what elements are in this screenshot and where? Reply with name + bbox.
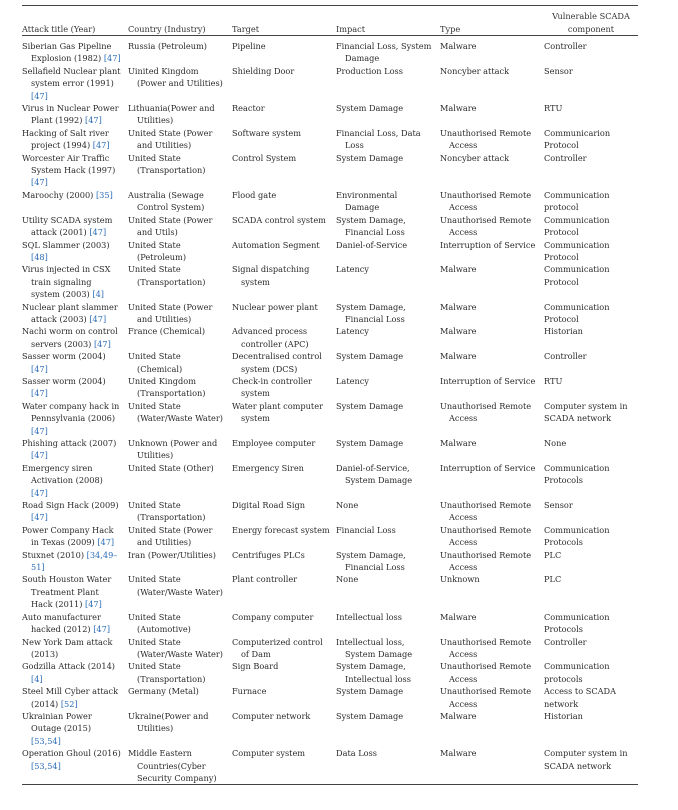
cell-type: Unauthorised Remote Access	[440, 549, 532, 573]
citation-link[interactable]: [47]	[85, 599, 102, 610]
cell-target: Advanced process controller (APC)	[232, 326, 309, 349]
citation-link[interactable]: [47]	[89, 227, 107, 238]
citation-link[interactable]: [47]	[85, 115, 102, 126]
citation-link[interactable]: [53,54]	[31, 735, 61, 746]
cell-type: Malware	[440, 748, 477, 759]
table-row	[22, 549, 638, 574]
cell-component: Computer system in SCADA network	[544, 748, 628, 771]
cell-type: Malware	[440, 41, 477, 51]
attack-title-text: Sasser worm (2004)	[22, 375, 106, 386]
cell-impact: Latency	[336, 375, 369, 386]
attack-title-text: Auto manufacturer hacked (2012)	[22, 611, 101, 635]
cell-type: Unauthorised Remote Access	[440, 686, 532, 709]
table-row	[22, 375, 638, 400]
cell-country: United State (Power and Utilities)	[128, 127, 213, 151]
header-target: Target	[232, 23, 259, 34]
attack-title-text: Siberian Gas Pipeline Explosion (1982)	[22, 41, 112, 64]
attack-title-text: New York Dam attack (2013)	[22, 636, 113, 659]
cell-impact: System Damage	[336, 351, 404, 362]
cell-target: Water plant computer system	[232, 400, 323, 424]
cell-attack-title	[22, 325, 128, 350]
table-row	[22, 660, 638, 685]
cell-attack-title	[22, 660, 128, 685]
cell-attack-title	[22, 375, 128, 400]
table-row	[22, 524, 638, 549]
cell-type: Unauthorised Remote Access	[440, 400, 532, 424]
cell-component: Controller	[544, 152, 587, 163]
header-impact: Impact	[336, 23, 365, 34]
cell-impact: Daniel-of-Service, System Damage	[336, 462, 413, 486]
citation-link[interactable]: [4]	[92, 289, 104, 300]
cell-type: Malware	[440, 351, 477, 362]
cell-country: United State (Power and Utilities)	[128, 301, 213, 324]
cell-type: Unknown	[440, 574, 480, 585]
cell-attack-title	[22, 102, 128, 127]
cell-attack-title	[22, 189, 128, 201]
table-row	[22, 573, 638, 610]
cell-target: Control System	[232, 152, 297, 163]
attack-title-text: Virus injected in CSX train signaling system (2003)	[22, 264, 111, 300]
cell-country: Russia (Petroleum)	[128, 41, 207, 51]
cell-country: United State (Other)	[128, 462, 214, 473]
citation-link[interactable]: [47]	[31, 177, 48, 188]
cell-attack-title	[22, 499, 128, 524]
cell-component: PLC	[544, 549, 562, 560]
cell-attack-title	[22, 400, 128, 437]
cell-country: United State (Water/Waste Water)	[128, 636, 223, 659]
cell-impact: Daniel-of-Service	[336, 239, 408, 250]
bottom-rule	[22, 784, 638, 785]
cell-country: United Kingdom (Transportation)	[128, 375, 206, 399]
attack-title-text: Water company hack in Pennsylvania (2006)	[22, 400, 120, 424]
table-row	[22, 710, 638, 747]
cell-component: RTU	[544, 103, 563, 114]
attack-title-text: Godzilla Attack (2014)	[22, 661, 115, 672]
cell-country: United State (Water/Waste Water)	[128, 574, 223, 597]
cell-attack-title	[22, 65, 128, 102]
cell-attack-title	[22, 747, 128, 772]
cell-country: United State (Transportation)	[128, 661, 206, 684]
citation-link[interactable]: [47]	[31, 512, 48, 523]
citation-link[interactable]: [48]	[31, 251, 48, 262]
attack-title-text: Stuxnet (2010)	[22, 549, 85, 560]
cell-component: Controller	[544, 41, 587, 51]
cell-target: Digital Road Sign	[232, 500, 305, 511]
cell-country: Lithuania(Power and Utilities)	[128, 103, 215, 126]
cell-target: Plant controller	[232, 574, 298, 585]
cell-impact: System Damage	[336, 400, 404, 411]
table-row	[22, 437, 638, 462]
cell-component: Sensor	[544, 65, 573, 76]
table-row	[22, 189, 638, 214]
cell-target: Reactor	[232, 103, 265, 114]
cell-attack-title	[22, 127, 128, 152]
cell-type: Interruption of Service	[440, 462, 536, 473]
cell-impact: System Damage, Financial Loss	[336, 214, 406, 238]
cell-target: Flood gate	[232, 189, 277, 200]
attack-title-text: Power Company Hack in Texas (2009)	[22, 524, 114, 548]
citation-link[interactable]: [52]	[60, 698, 78, 709]
cell-target: Employee computer	[232, 438, 316, 448]
citation-link[interactable]: [47]	[31, 388, 48, 399]
cell-impact: Financial Loss	[336, 524, 396, 535]
cell-type: Malware	[440, 611, 477, 622]
cell-impact: Latency	[336, 264, 369, 275]
header-country: Country (Industry)	[128, 23, 206, 34]
cell-type: Malware	[440, 264, 477, 275]
table-row	[22, 152, 638, 189]
cell-attack-title	[22, 437, 128, 462]
cell-impact: Intellectual loss	[336, 611, 402, 622]
cell-attack-title	[22, 263, 128, 300]
table-row	[22, 40, 638, 65]
cell-attack-title	[22, 301, 128, 326]
table-row	[22, 350, 638, 375]
cell-component: Communication Protocol	[544, 239, 610, 262]
cell-component: Controller	[544, 351, 587, 362]
cell-component: Communication Protocols	[544, 524, 610, 548]
table-row	[22, 214, 638, 239]
cell-target: Check-in controller system	[232, 375, 312, 399]
cell-country: Iran (Power/Utilities)	[128, 549, 216, 560]
attack-title-text: Utility SCADA system attack (2001)	[22, 214, 113, 238]
citation-link[interactable]: [47]	[103, 53, 121, 64]
attack-title-text: Worcester Air Traffic System Hack (1997)	[22, 152, 116, 176]
cell-target: Software system	[232, 127, 302, 138]
cell-attack-title	[22, 350, 128, 375]
cell-component: Communication Protocol	[544, 214, 610, 238]
cell-country: Germany (Metal)	[128, 686, 199, 697]
cell-target: Energy forecast system	[232, 524, 330, 535]
header-component: Vulnerable SCADA component	[552, 11, 630, 34]
cell-impact: System Damage	[336, 152, 404, 163]
citation-link[interactable]: [47]	[97, 537, 115, 548]
cell-attack-title	[22, 611, 128, 636]
citation-link[interactable]: [47]	[93, 338, 111, 349]
cell-country: United State (Power and Utils)	[128, 214, 213, 238]
citation-link[interactable]: [47]	[31, 90, 48, 101]
citation-link[interactable]: [47]	[89, 313, 107, 324]
header-attack-title: Attack title (Year)	[22, 23, 96, 34]
scada-attacks-table	[22, 5, 638, 785]
cell-type: Unauthorised Remote Access	[440, 214, 532, 238]
table-row	[22, 325, 638, 350]
attack-title-text: Ukrainian Power Outage (2015)	[22, 710, 92, 734]
cell-impact: System Damage, Intellectual loss	[336, 661, 411, 684]
citation-link[interactable]: [53,54]	[31, 760, 61, 771]
cell-target: Centrifuges PLCs	[232, 549, 305, 560]
attack-title-text: Emergency siren Activation (2008)	[22, 462, 103, 486]
cell-target: Computerized control of Dam	[232, 636, 323, 659]
table-header	[22, 6, 638, 35]
cell-attack-title	[22, 239, 128, 264]
cell-attack-title	[22, 573, 128, 610]
cell-target: Signal dispatching system	[232, 264, 310, 287]
cell-component: Historian	[544, 710, 583, 721]
cell-attack-title	[22, 40, 128, 65]
cell-attack-title	[22, 636, 128, 661]
citation-link[interactable]: [35]	[95, 189, 113, 200]
cell-attack-title	[22, 549, 128, 574]
table-row	[22, 636, 638, 661]
citation-link[interactable]: [47]	[31, 487, 48, 498]
cell-type: Unauthorised Remote Access	[440, 127, 532, 151]
cell-impact: Intellectual loss, System Damage	[336, 636, 413, 659]
cell-type: Unauthorised Remote Access	[440, 661, 532, 684]
cell-country: Uinited Kingdom (Power and Utilities)	[128, 65, 223, 89]
attack-title-text: Road Sign Hack (2009)	[22, 500, 119, 511]
cell-target: Computer system	[232, 748, 306, 759]
table-row	[22, 127, 638, 152]
cell-country: United State (Power and Utilities)	[128, 524, 213, 548]
cell-country: United State (Petroleum)	[128, 239, 187, 262]
citation-link[interactable]: [47]	[31, 363, 48, 374]
cell-impact: Data Loss	[336, 748, 377, 759]
table-row	[22, 263, 638, 300]
cell-type: Malware	[440, 438, 477, 448]
table-row	[22, 102, 638, 127]
attack-title-text: Maroochy (2000)	[22, 189, 94, 200]
cell-component: RTU	[544, 375, 563, 386]
table-row	[22, 239, 638, 264]
cell-attack-title	[22, 710, 128, 747]
cell-type: Noncyber attack	[440, 65, 510, 76]
attack-title-text: Nachi worm on control servers (2003)	[22, 326, 118, 349]
cell-country: France (Chemical)	[128, 326, 206, 337]
cell-target: Sign Board	[232, 661, 279, 672]
cell-target: Furnace	[232, 686, 267, 697]
cell-country: United State (Transportation)	[128, 264, 206, 287]
cell-impact: System Damage	[336, 710, 404, 721]
cell-type: Malware	[440, 710, 477, 721]
attack-title-text: Sasser worm (2004)	[22, 351, 106, 362]
cell-target: Automation Segment	[232, 239, 320, 250]
cell-component: Communication protocols	[544, 661, 610, 684]
cell-country: United State (Water/Waste Water)	[128, 400, 223, 424]
citation-link[interactable]: [47]	[31, 450, 48, 461]
cell-impact: None	[336, 574, 359, 585]
cell-attack-title	[22, 214, 128, 239]
attack-title-text: Nuclear plant slammer attack (2003)	[22, 301, 118, 324]
cell-impact: Financial Loss, System Damage	[336, 41, 432, 64]
cell-country: United State (Transportation)	[128, 500, 206, 523]
cell-impact: Financial Loss, Data Loss	[336, 127, 421, 151]
cell-type: Unauthorised Remote Access	[440, 189, 532, 213]
cell-component: Access to SCADA network	[544, 686, 617, 709]
table-row	[22, 685, 638, 710]
cell-target: Shielding Door	[232, 65, 295, 76]
cell-attack-title	[22, 152, 128, 189]
cell-country: Ukraine(Power and Utilities)	[128, 710, 209, 734]
cell-impact: Environmental Damage	[336, 189, 398, 213]
cell-country: Unknown (Power and Utilities)	[128, 438, 218, 461]
cell-target: Pipeline	[232, 41, 266, 51]
cell-component: Historian	[544, 326, 583, 337]
cell-type: Interruption of Service	[440, 375, 536, 386]
cell-country: United State (Automotive)	[128, 611, 191, 635]
table-row	[22, 611, 638, 636]
cell-target: Nuclear power plant	[232, 301, 318, 312]
cell-type: Malware	[440, 103, 477, 114]
cell-component: Computer system in SCADA network	[544, 400, 628, 424]
header-type: Type	[440, 23, 461, 34]
cell-type: Interruption of Service	[440, 239, 536, 250]
cell-component: Communication protocol	[544, 189, 610, 213]
cell-component: Communication Protocols	[544, 462, 610, 486]
table-row	[22, 400, 638, 437]
cell-attack-title	[22, 524, 128, 549]
citation-link[interactable]: [47]	[93, 624, 111, 635]
cell-type: Noncyber attack	[440, 152, 510, 163]
cell-impact: System Damage, Financial Loss	[336, 549, 406, 573]
attack-title-text: South Houston Water Treatment Plant Hack (2011)	[22, 574, 112, 610]
cell-impact: System Damage, Financial Loss	[336, 301, 406, 324]
cell-type: Unauthorised Remote Access	[440, 524, 532, 548]
table-row	[22, 65, 638, 102]
cell-component: Communicarion Protocol	[544, 127, 611, 151]
table-body	[22, 36, 638, 784]
cell-target: Emergency Siren	[232, 462, 304, 473]
cell-target: SCADA control system	[232, 214, 326, 225]
cell-impact: None	[336, 500, 359, 511]
cell-attack-title	[22, 685, 128, 710]
cell-impact: System Damage	[336, 686, 404, 697]
citation-link[interactable]: [47]	[92, 140, 110, 151]
attack-title-text: Phishing attack (2007)	[22, 438, 117, 448]
attack-title-text: SQL Slammer (2003)	[22, 239, 110, 250]
cell-country: Australia (Sewage Control System)	[128, 189, 205, 213]
cell-country: United State (Chemical)	[128, 351, 183, 374]
table-row	[22, 747, 638, 784]
table-row	[22, 301, 638, 326]
cell-impact: System Damage	[336, 103, 404, 114]
cell-component: Communication Protocols	[544, 611, 610, 635]
attack-title-text: Hacking of Salt river project (1994)	[22, 127, 109, 151]
cell-impact: Production Loss	[336, 65, 403, 76]
cell-component: PLC	[544, 574, 562, 585]
table-row	[22, 462, 638, 499]
cell-target: Company computer	[232, 611, 314, 622]
cell-target: Decentralised control system (DCS)	[232, 351, 322, 374]
attack-title-text: Steel Mill Cyber attack (2014)	[22, 686, 119, 709]
citation-link[interactable]: [4]	[31, 673, 43, 684]
cell-impact: Latency	[336, 326, 369, 337]
cell-impact: System Damage	[336, 438, 404, 448]
cell-component: Communication Protocol	[544, 301, 610, 324]
table-row	[22, 499, 638, 524]
cell-attack-title	[22, 462, 128, 499]
cell-type: Malware	[440, 301, 477, 312]
cell-component: Controller	[544, 636, 587, 647]
attack-title-text: Sellafield Nuclear plant system error (1991)	[22, 65, 121, 89]
cell-component: None	[544, 438, 567, 448]
cell-component: Sensor	[544, 500, 573, 511]
cell-type: Unauthorised Remote Access	[440, 500, 532, 523]
attack-title-text: Operation Ghoul (2016)	[22, 748, 121, 759]
cell-type: Unauthorised Remote Access	[440, 636, 532, 659]
cell-component: Communication Protocol	[544, 264, 610, 287]
cell-target: Computer network	[232, 710, 311, 721]
cell-country: Middle Eastern Countries(Cyber Security Company)	[128, 748, 217, 783]
citation-link[interactable]: [47]	[31, 425, 48, 436]
citation-link[interactable]: [34,49–51]	[31, 549, 118, 573]
attack-title-text: Virus in Nuclear Power Plant (1992)	[22, 103, 119, 126]
cell-type: Malware	[440, 326, 477, 337]
cell-country: United State (Transportation)	[128, 152, 206, 176]
